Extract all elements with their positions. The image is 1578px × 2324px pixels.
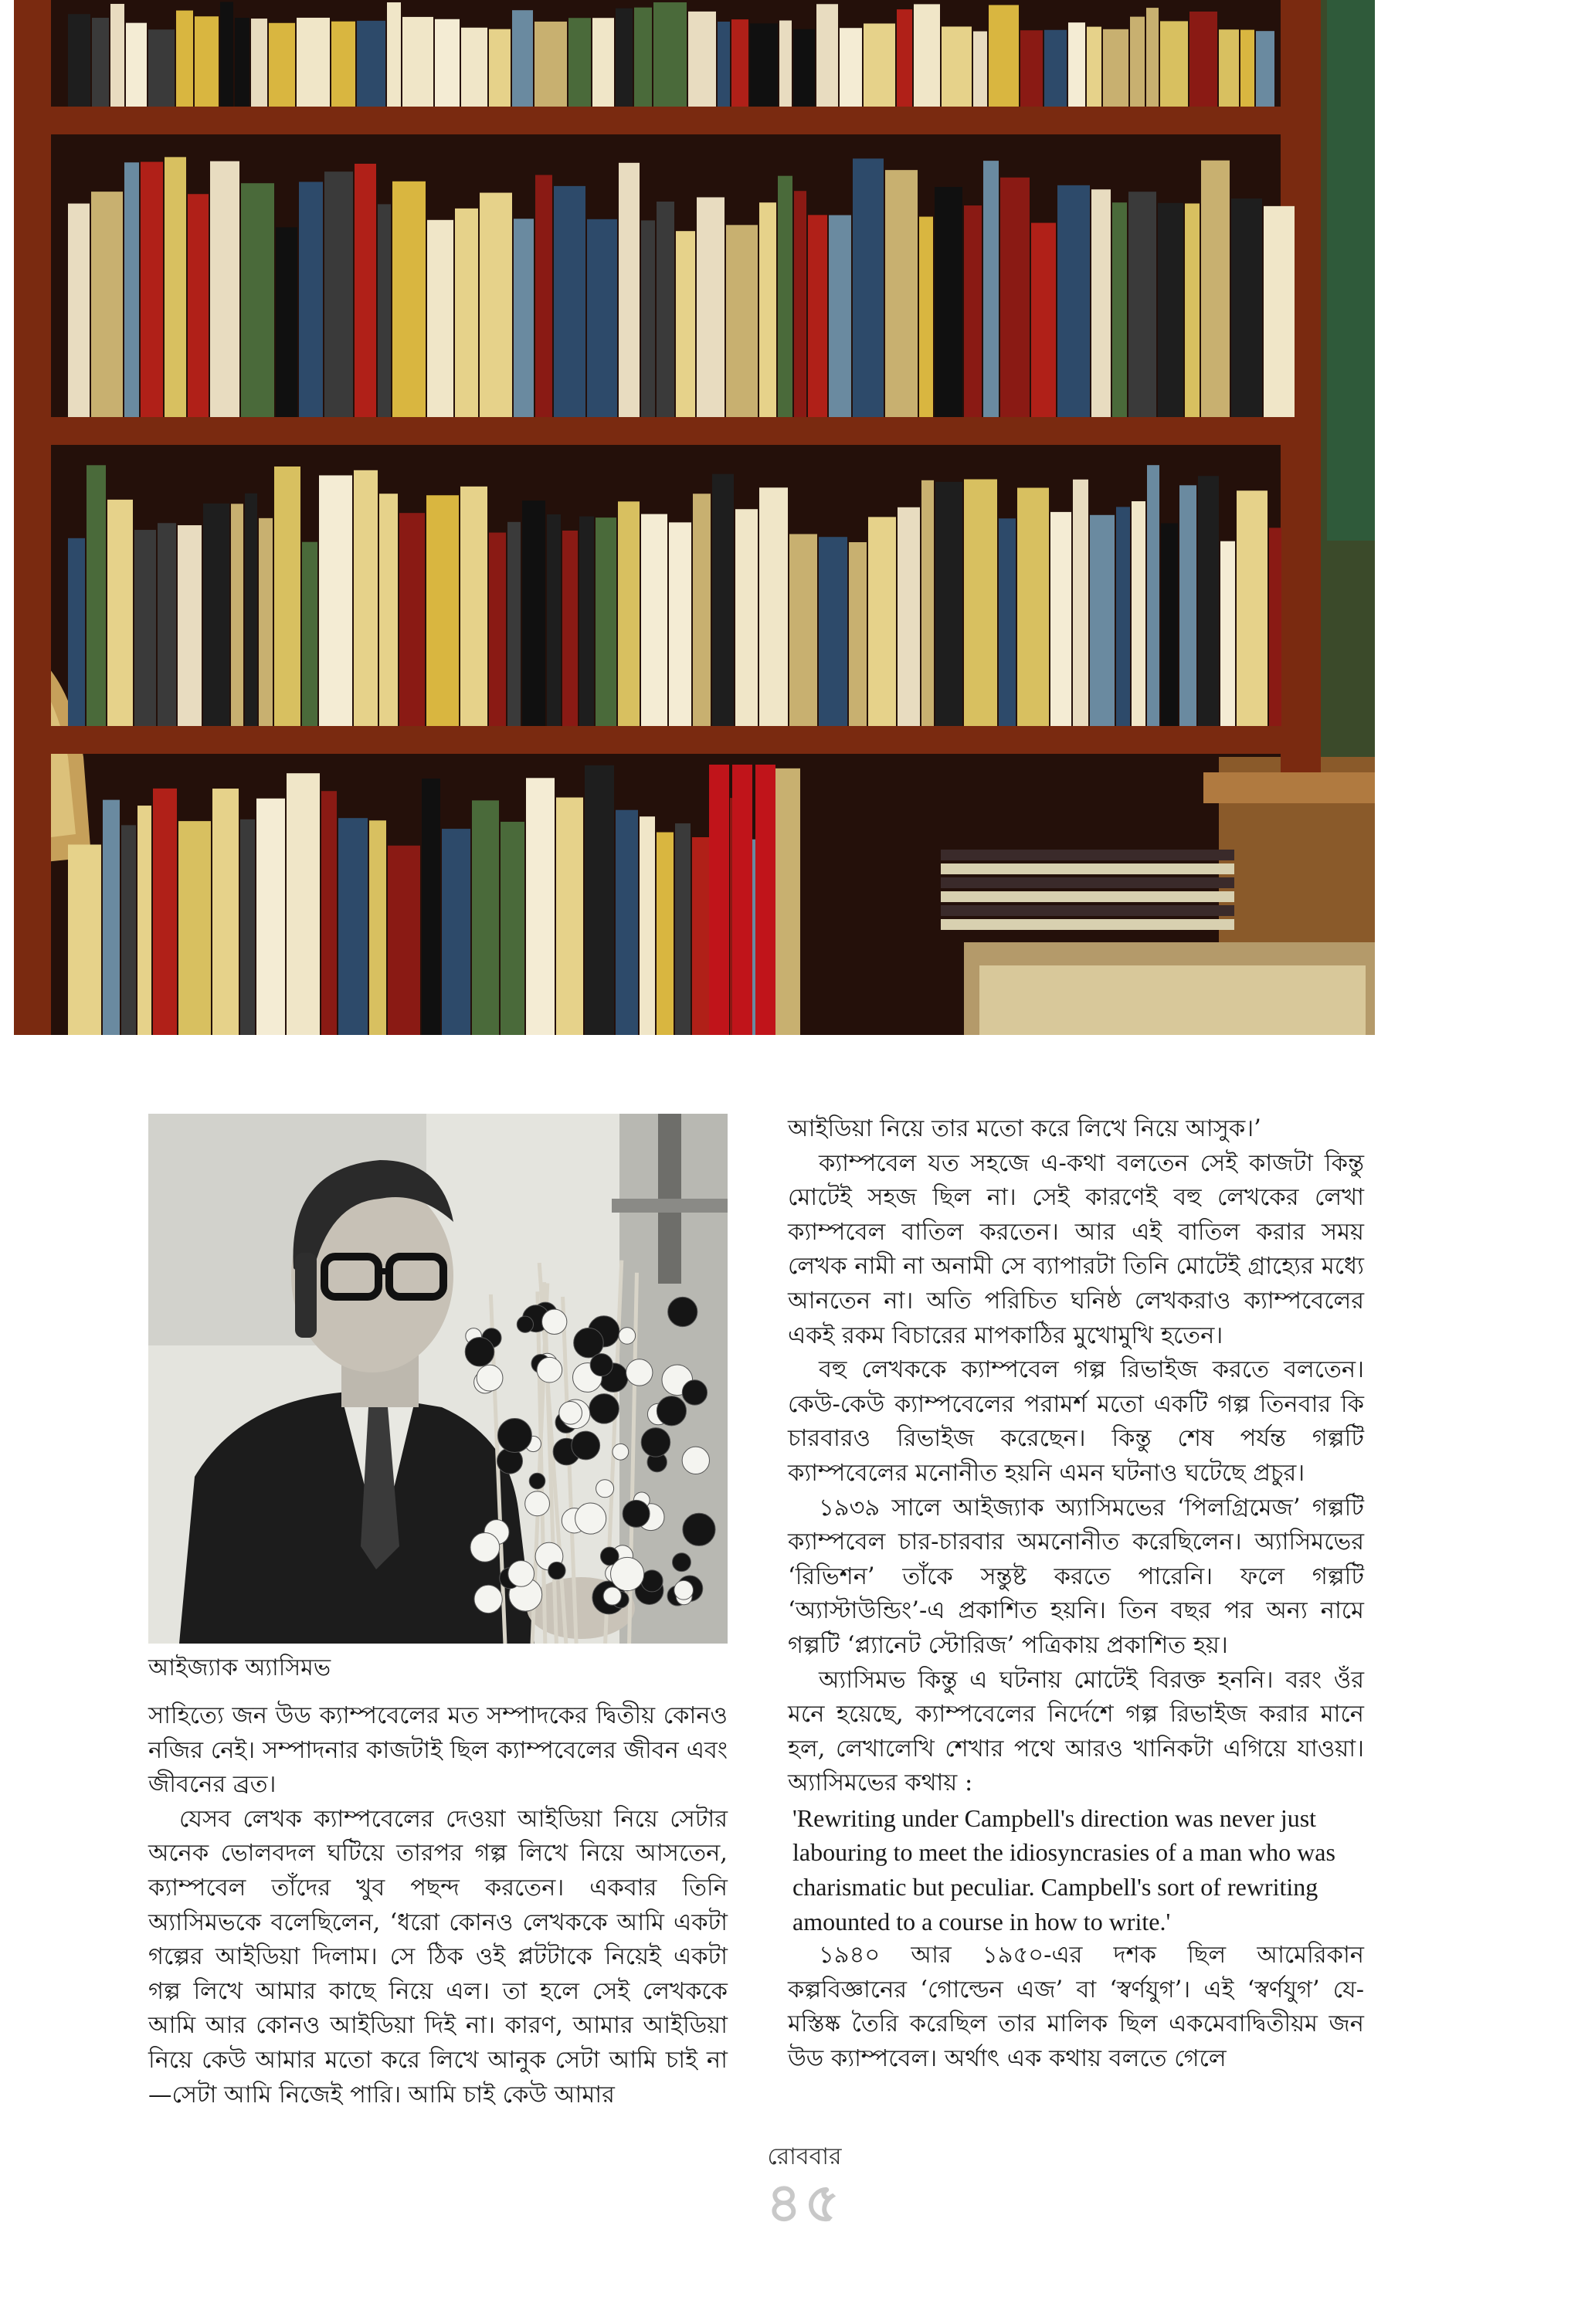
paragraph: সাহিত্যে জন উড ক্যাম্পবেলের মত সম্পাদকের দ্বিতীয় কোনও নজির নেই। সম্পাদনার কাজটাই ছিল ক্যাম্পবেলের জীবন এবং জীবনের ব্রত। xyxy=(148,1702,728,1799)
paragraph: বহু লেখককে ক্যাম্পবেল গল্প রিভাইজ করতে বলতেন। কেউ-কেউ ক্যাম্পবেলের পরামর্শ মতো একটি গল্প তিনবার কি চারবারও রিভাইজ করেছেন। কিন্তু শেষ পর্যন্ত গল্পটি ক্যাম্পবেলের মনোনীত হয়নি এমন ঘটনাও ঘটেছে প্রচুর। xyxy=(788,1356,1364,1487)
paragraph: আইডিয়া নিয়ে তার মতো করে লিখে নিয়ে আসুক।’ xyxy=(788,1115,1261,1142)
asimov-portrait-photo xyxy=(148,1114,728,1644)
paragraph: যেসব লেখক ক্যাম্পবেলের দেওয়া আইডিয়া নিয়ে সেটার অনেক ভোলবদল ঘটিয়ে তারপর গল্প লিখে নিয়ে আসতেন, ক্যাম্পবেল তাঁদের খুব পছন্দ করতেন। একবার তিনি অ্যাসিমভকে বলেছিলেন, ‘ধরো কোনও লেখককে আমি একটা গল্পের আইডিয়া দিলাম। সে ঠিক ওই প্লটটাকে নিয়েই একটা গল্প লিখে আমার কাছে নিয়ে এল। তা হলে সেই লেখককে আমি আর কোনও আইডিয়া দিই না। কারণ, আমার আইডিয়া নিয়ে কেউ আমার মতো করে লিখে আনুক সেটা আমি চাই না—সেটা আমি নিজেই পারি। আমি চাই কেউ আমার xyxy=(148,1805,728,2109)
paragraph: ১৯৩৯ সালে আইজ্যাক অ্যাসিমভের ‘পিলগ্রিমেজ’ গল্পটি ক্যাম্পবেল চার-চারবার অমনোনীত করেছিলেন। অ্যাসিমভের ‘রিভিশন’ তাঁকে সন্তুষ্ট করতে পারেনি। ফলে গল্পটি ‘অ্যাস্টাউন্ডিং’-এ প্রকাশিত হয়নি। তিন বছর পর অন্য নামে গল্পটি ‘প্ল্যানেট স্টোরিজ’ পত্রিকায় প্রকাশিত হয়। xyxy=(788,1494,1364,1659)
magazine-name: রোববার xyxy=(767,2143,842,2170)
block-quote: 'Rewriting under Campbell's direction was never just labouring to meet the idiosyncrasies of a man who was charismatic but peculiar. Campbell's sort of rewriting amounted to a course in how to write.' xyxy=(792,1803,1335,1936)
portrait-caption: আইজ্যাক অ্যাসিমভ xyxy=(148,1654,331,1681)
article-column-left xyxy=(148,1699,728,2112)
bookshelf-photo xyxy=(14,0,1375,1035)
paragraph: ক্যাম্পবেল যত সহজে এ-কথা বলতেন সেই কাজটা কিন্তু মোটেই সহজ ছিল না। সেই কারণেই বহু লেখকের লেখা ক্যাম্পবেল বাতিল করতেন। আর এই বাতিল করার সময় লেখক নামী না অনামী সে ব্যাপারটা তিনি মোটেই গ্রাহ্যের মধ্যে আনতেন না। অতি পরিচিত ঘনিষ্ঠ লেখকরাও ক্যাম্পবেলের একই রকম বিচারের মাপকাঠির মুখোমুখি হতেন। xyxy=(788,1149,1364,1349)
paragraph: ১৯৪০ আর ১৯৫০-এর দশক ছিল আমেরিকান কল্পবিজ্ঞানের ‘গোল্ডেন এজ’ বা ‘স্বর্ণযুগ’। এই ‘স্বর্ণযুগ’ যে-মস্তিষ্ক তৈরি করেছিল তার মালিক ছিল একমেবাদ্বিতীয়ম জন উড ক্যাম্পবেল। অর্থাৎ এক কথায় বলতে গেলে xyxy=(788,1942,1364,2073)
article-column-right xyxy=(788,1112,1364,2077)
page-number: ৪৫ xyxy=(766,2171,843,2234)
paragraph: অ্যাসিমভ কিন্তু এ ঘটনায় মোটেই বিরক্ত হননি। বরং ওঁর মনে হয়েছে, ক্যাম্পবেলের নির্দেশে গল্প রিভাইজ করার মানে হল, লেখালেখি শেখার পথে আরও খানিকটা এগিয়ে যাওয়া। অ্যাসিমভের কথায় : xyxy=(788,1666,1364,1797)
